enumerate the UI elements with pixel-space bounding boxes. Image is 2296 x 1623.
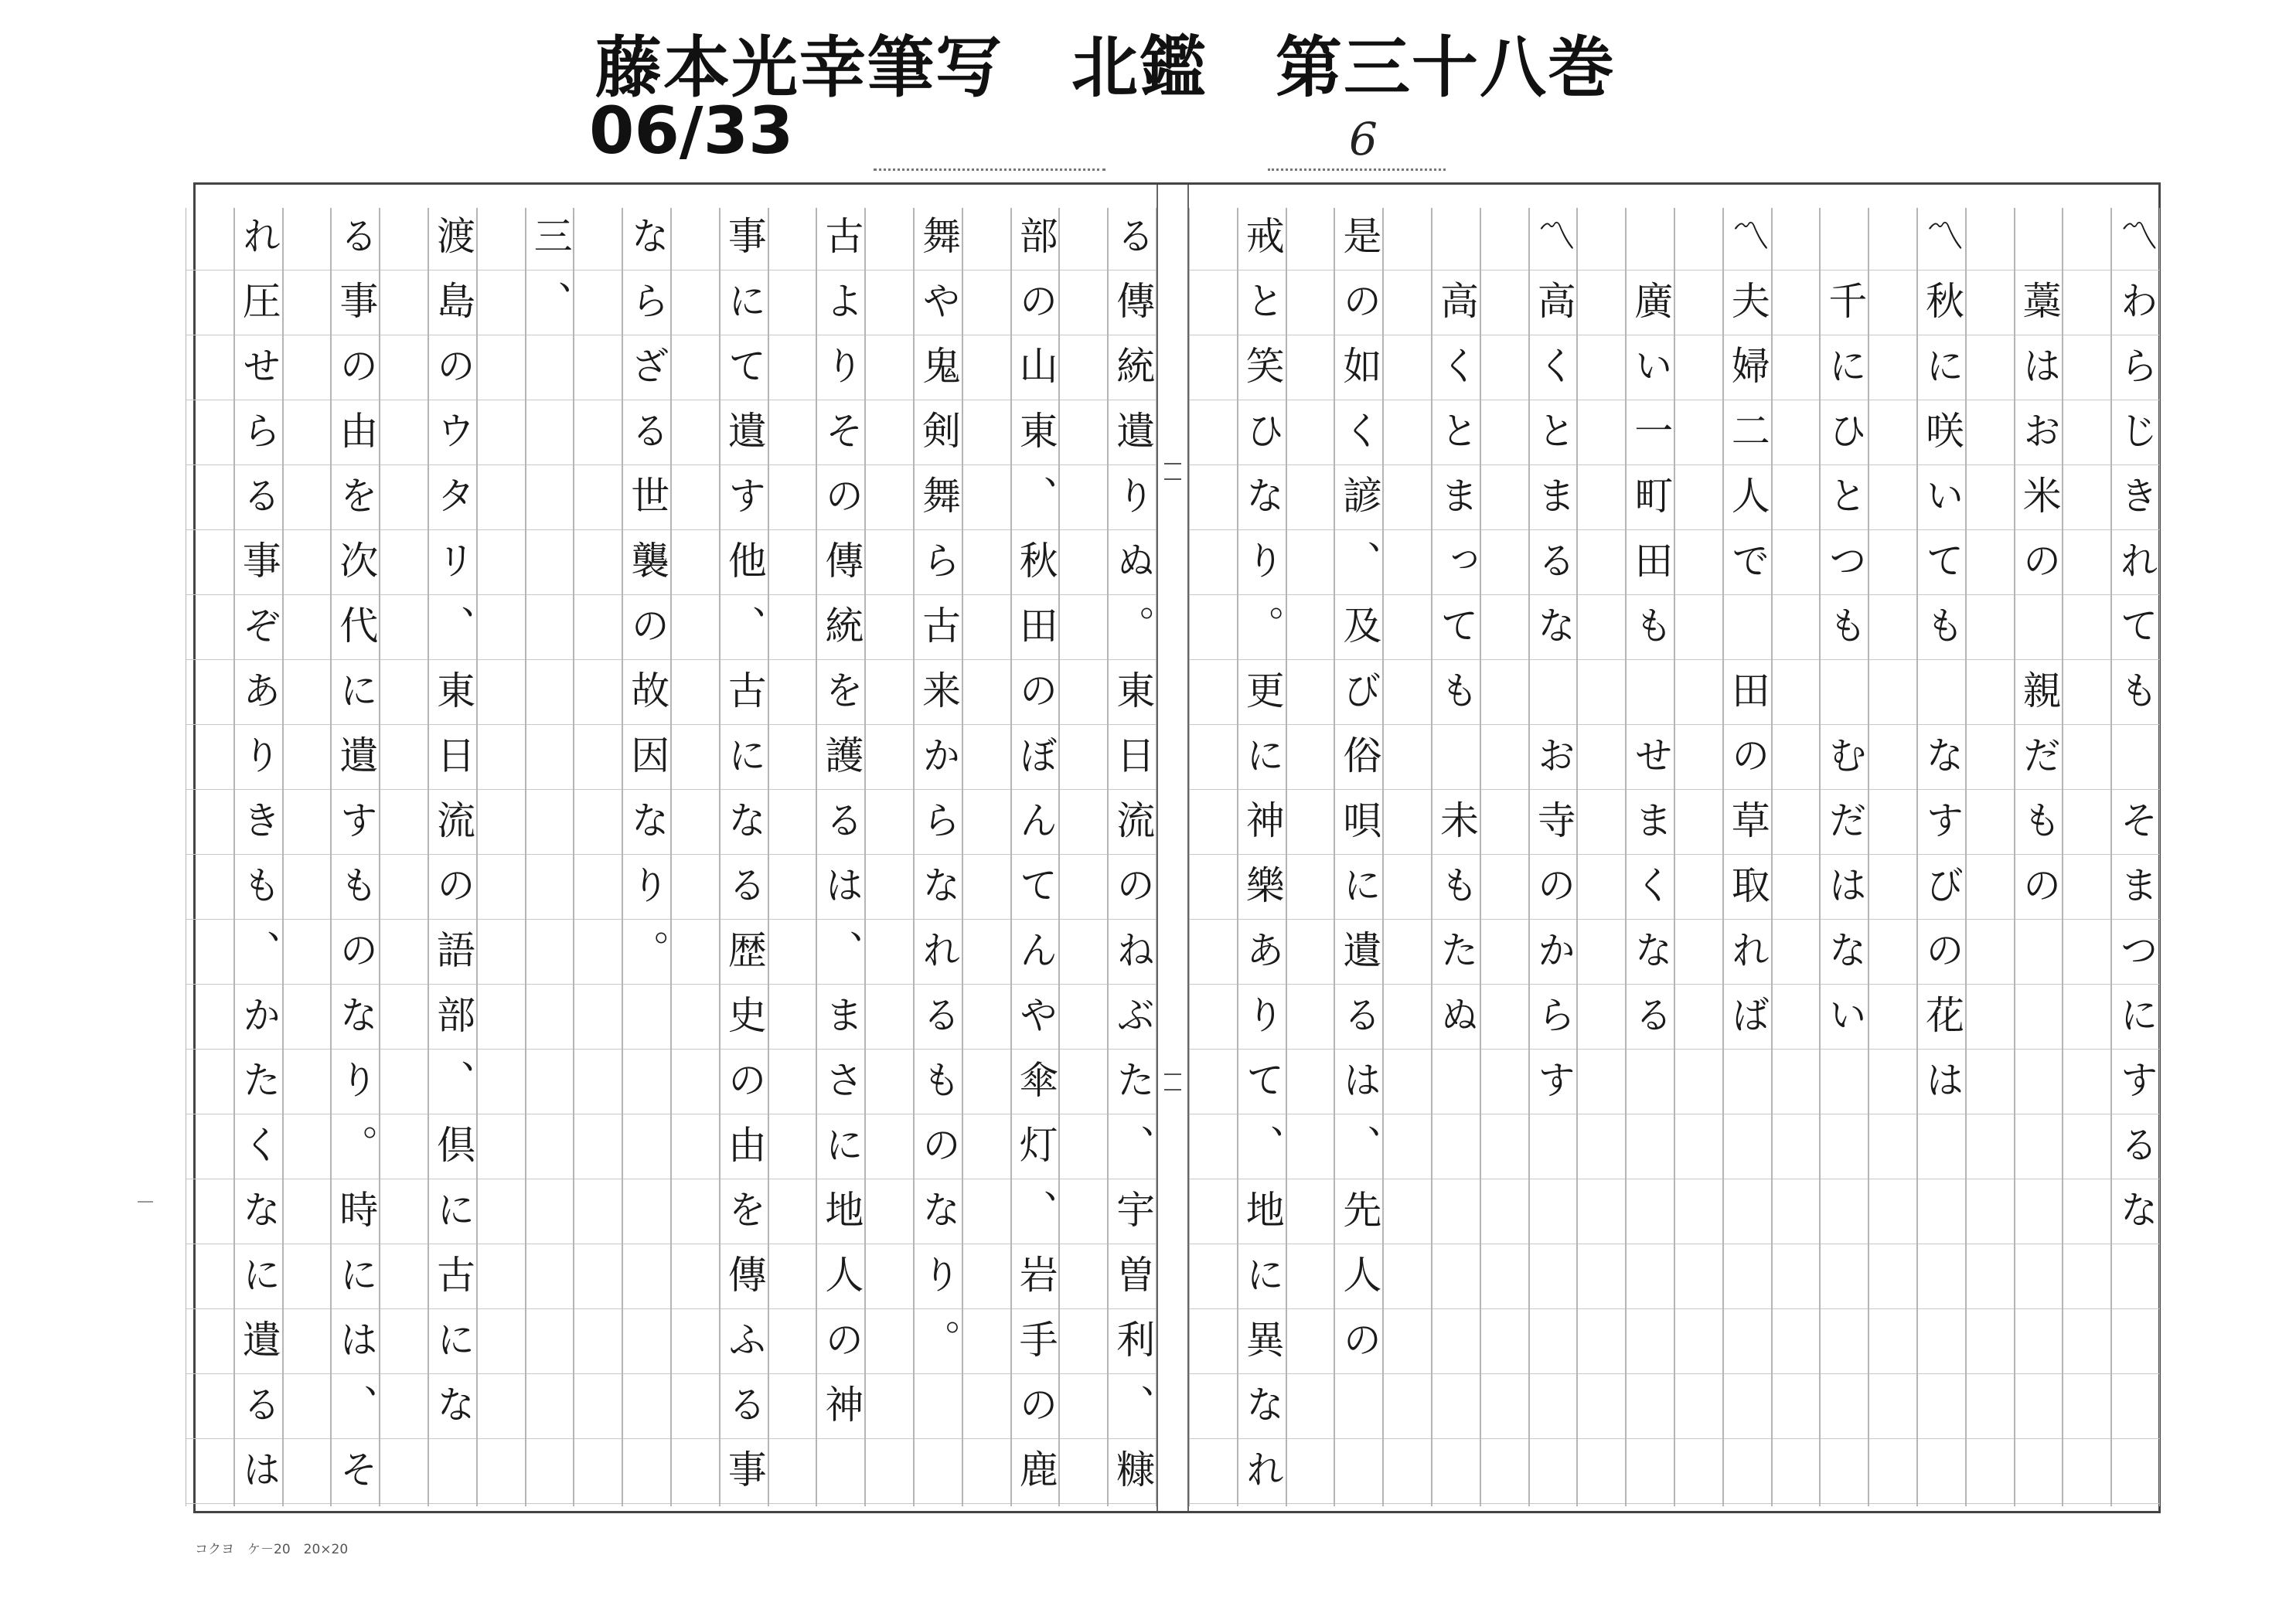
manuscript-line: 〽夫婦二人で 田の草取れば xyxy=(1725,216,1770,1060)
manuscript-line: 事にて遺す他、古になる歴史の由を傳ふる事 xyxy=(721,216,767,1514)
manuscript-column xyxy=(2111,208,2160,1506)
manuscript-column xyxy=(1772,208,1821,1506)
manuscript-line: 〽秋に咲いても なすびの花は xyxy=(1920,216,1964,1125)
document-title: 藤本光幸筆写 北鑑 第三十八巻 xyxy=(595,29,1616,107)
manuscript-line: 部の山東、秋田のぼんてんや傘灯、岩手の鹿 xyxy=(1013,216,1058,1514)
manuscript-column xyxy=(1059,208,1108,1506)
fold-mark xyxy=(1164,1073,1181,1091)
manuscript-line: 三、 xyxy=(527,216,573,345)
manuscript-column xyxy=(1334,208,1383,1506)
manuscript-column xyxy=(622,208,671,1506)
manuscript-column xyxy=(1868,208,1917,1506)
manuscript-column xyxy=(816,208,865,1506)
manuscript-line: 〽高くとまるな お寺のからす xyxy=(1531,216,1576,1125)
manuscript-column xyxy=(1626,208,1674,1506)
manuscript-column xyxy=(2015,208,2063,1506)
manuscript-column xyxy=(574,208,622,1506)
manuscript-line: 舞や鬼剣舞ら古来からなれるものなり。 xyxy=(916,216,961,1384)
manuscript-column xyxy=(1723,208,1772,1506)
manuscript-line: 藁はお米の 親だもの xyxy=(2016,216,2062,930)
manuscript-line: 千にひとつも むだはない xyxy=(1822,216,1868,1060)
manuscript-column xyxy=(331,208,380,1514)
manuscript-column xyxy=(1480,208,1529,1506)
manuscript-line: 廣い一町田も せまくなる xyxy=(1628,216,1674,1060)
manuscript-right-page xyxy=(1189,185,2160,1514)
paper-label: コクヨ ケ－20 20×20 xyxy=(195,1542,349,1557)
fold-mark xyxy=(1164,463,1181,480)
manuscript-column xyxy=(1529,208,1578,1506)
manuscript-column xyxy=(1577,208,1626,1506)
manuscript-line: る傳統遺りぬ。東日流のねぶた、宇曽利、糠 xyxy=(1110,216,1156,1514)
manuscript-line: 古よりその傳統を護るは、まさに地人の神 xyxy=(819,216,864,1449)
manuscript-column xyxy=(526,208,574,1506)
manuscript-left-page xyxy=(196,185,1157,1514)
manuscript-line: 〽わらじきれても そまつにするな xyxy=(2114,216,2159,1254)
manuscript-column xyxy=(1011,208,1060,1514)
manuscript-column xyxy=(1238,208,1286,1514)
manuscript-line: 是の如く諺、及び俗唄に遺るは、先人の xyxy=(1337,216,1382,1384)
manuscript-column xyxy=(671,208,720,1506)
header-dotted-rule-right xyxy=(1268,168,1446,171)
manuscript-column xyxy=(428,208,477,1506)
manuscript-column xyxy=(1917,208,1966,1506)
manuscript-line: れ圧せらる事ぞありきも、かたくなに遺るは xyxy=(236,216,281,1514)
manuscript-column xyxy=(1966,208,2015,1506)
manuscript-column xyxy=(865,208,914,1506)
manuscript-line: る事の由を次代に遺すものなり。時には、そ xyxy=(333,216,379,1514)
manuscript-column xyxy=(962,208,1011,1506)
manuscript-column xyxy=(380,208,428,1506)
margin-mark xyxy=(138,1201,153,1203)
manuscript-line: 戒と笑ひなり。更に神樂ありて、地に異なれ xyxy=(1239,216,1285,1514)
manuscript-column xyxy=(1108,208,1157,1514)
manuscript-line: 渡島のウタリ、東日流の語部、倶に古にな xyxy=(431,216,475,1449)
manuscript-column xyxy=(1820,208,1868,1506)
manuscript-column xyxy=(768,208,817,1506)
paper-fold xyxy=(1157,185,1189,1511)
manuscript-paper xyxy=(193,182,2161,1513)
manuscript-column xyxy=(283,208,332,1506)
header-dotted-rule-left xyxy=(874,168,1105,171)
manuscript-column xyxy=(1383,208,1432,1506)
manuscript-column xyxy=(1674,208,1723,1506)
manuscript-column xyxy=(1189,208,1238,1506)
manuscript-column xyxy=(234,208,283,1514)
manuscript-line: 高くとまっても 未もたぬ xyxy=(1434,216,1479,1060)
manuscript-column xyxy=(477,208,526,1506)
manuscript-column xyxy=(914,208,962,1506)
manuscript-column xyxy=(1432,208,1480,1506)
manuscript-column xyxy=(1286,208,1335,1506)
page-indicator: 06/33 xyxy=(589,93,794,168)
manuscript-column xyxy=(2063,208,2111,1506)
sheet-number: 6 xyxy=(1349,113,1378,165)
manuscript-line: ならざる世襲の故因なり。 xyxy=(625,216,670,995)
manuscript-column xyxy=(720,208,768,1514)
manuscript-column xyxy=(186,208,234,1506)
